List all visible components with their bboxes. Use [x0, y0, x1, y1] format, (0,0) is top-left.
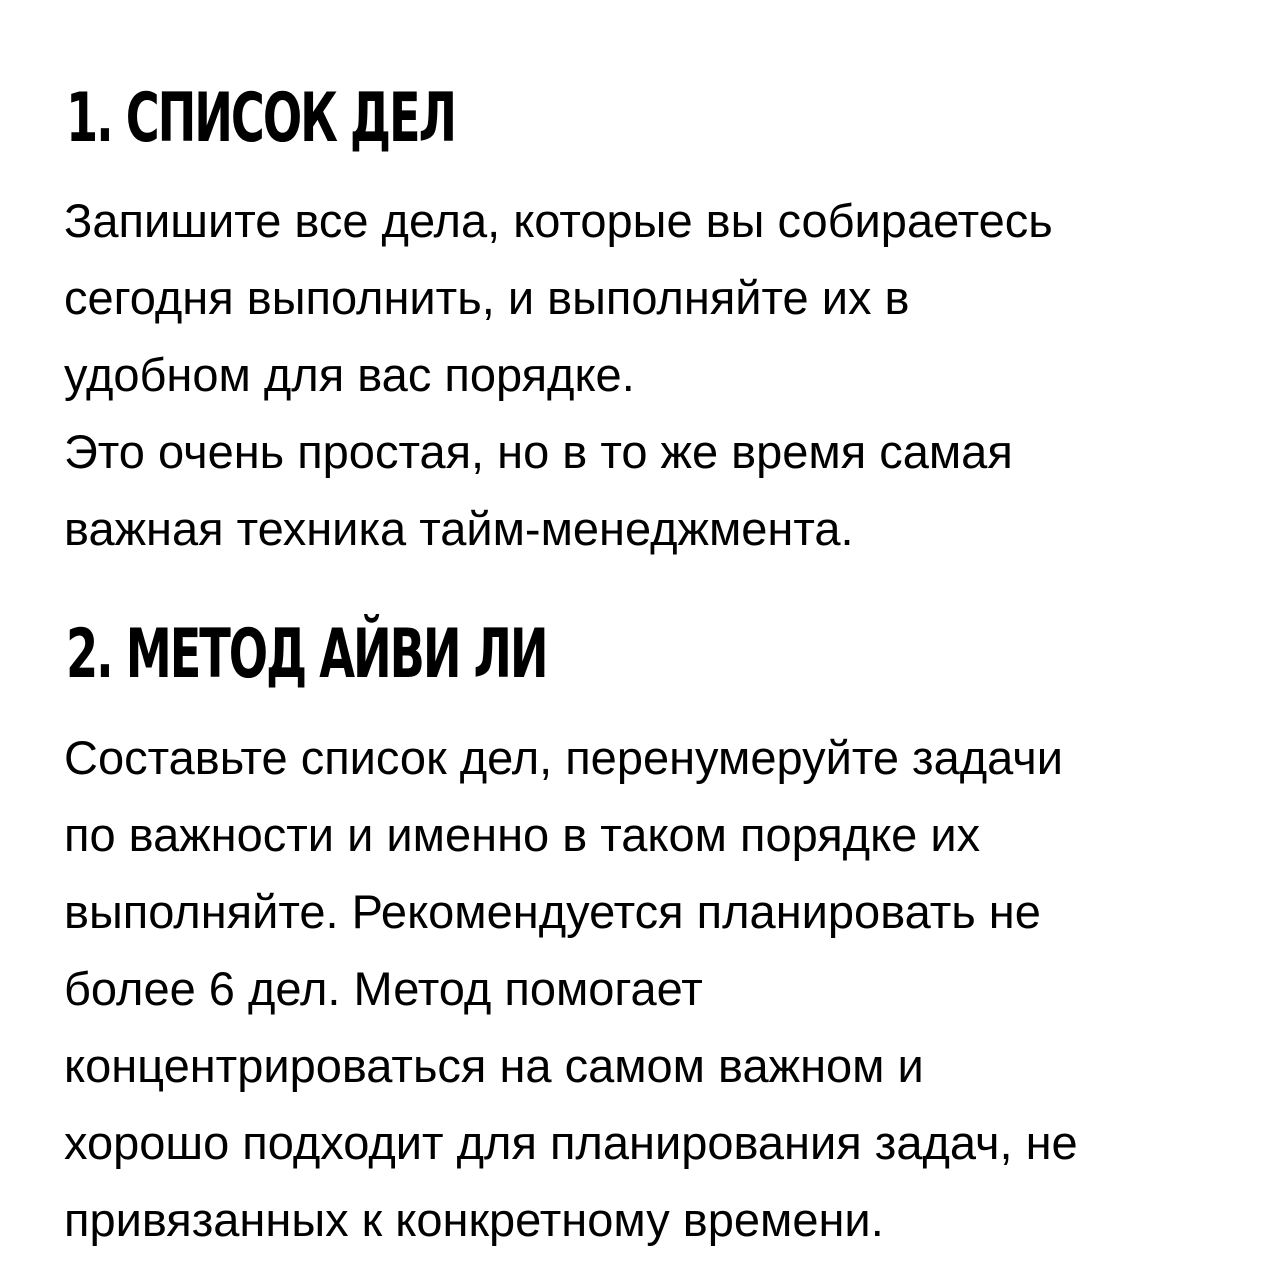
- section-body-ivy-lee-method: [64, 719, 1078, 1258]
- body-line: выполняйте. Рекомендуется планировать не: [64, 885, 1041, 938]
- body-line: удобном для вас порядке.: [64, 348, 635, 401]
- body-line: концентрироваться на самом важном и: [64, 1039, 924, 1092]
- body-line: более 6 дел. Метод помогает: [64, 962, 703, 1015]
- body-line: привязанных к конкретному времени.: [64, 1193, 884, 1246]
- section-heading-todo-list: 1. СПИСОК ДЕЛ: [66, 79, 455, 158]
- section-heading-ivy-lee-method: 2. МЕТОД АЙВИ ЛИ: [66, 615, 547, 694]
- body-line: Это очень простая, но в то же время самая: [64, 425, 1013, 478]
- section-body-todo-list: [64, 182, 1053, 567]
- body-line: важная техника тайм-менеджмента.: [64, 502, 854, 555]
- body-line: хорошо подходит для планирования задач, не: [64, 1116, 1078, 1169]
- body-line: по важности и именно в таком порядке их: [64, 808, 981, 861]
- body-line: Запишите все дела, которые вы собираетесь: [64, 194, 1053, 247]
- body-line: Составьте список дел, перенумеруйте задачи: [64, 731, 1064, 784]
- body-line: сегодня выполнить, и выполняйте их в: [64, 271, 910, 324]
